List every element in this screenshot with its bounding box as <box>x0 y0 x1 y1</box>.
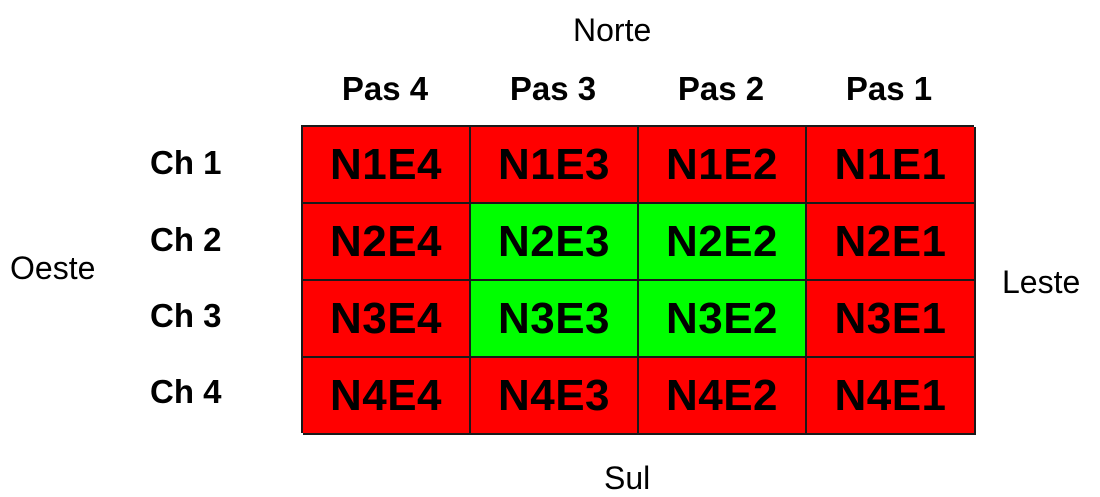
row-header-ch-3: Ch 3 <box>150 297 222 334</box>
direction-north-label: Norte <box>573 12 652 48</box>
column-header-pas-1: Pas 1 <box>845 70 933 107</box>
grid-cell-n1e1: N1E1 <box>807 127 976 204</box>
grid-cell-n3e1: N3E1 <box>807 281 976 358</box>
grid-cell-n1e3: N1E3 <box>471 127 639 204</box>
grid-cell-n1e4: N1E4 <box>303 127 471 204</box>
column-header-pas-2: Pas 2 <box>677 70 765 107</box>
grid-cell-n4e3: N4E3 <box>471 358 639 435</box>
grid <box>301 125 974 433</box>
column-header-pas-3: Pas 3 <box>509 70 597 107</box>
grid-cell-n2e4: N2E4 <box>303 204 471 281</box>
direction-east-label: Leste <box>1002 264 1081 300</box>
grid-cell-n2e3: N2E3 <box>471 204 639 281</box>
row-header-ch-4: Ch 4 <box>150 373 222 410</box>
direction-south-label: Sul <box>604 460 651 496</box>
grid-cell-n1e2: N1E2 <box>639 127 807 204</box>
grid-cell-n2e2: N2E2 <box>639 204 807 281</box>
grid-cell-n4e2: N4E2 <box>639 358 807 435</box>
grid-cell-n4e4: N4E4 <box>303 358 471 435</box>
row-header-ch-1: Ch 1 <box>150 144 222 181</box>
grid-cell-n3e2: N3E2 <box>639 281 807 358</box>
grid-cell-n3e4: N3E4 <box>303 281 471 358</box>
grid-cell-n4e1: N4E1 <box>807 358 976 435</box>
grid-cell-n2e1: N2E1 <box>807 204 976 281</box>
row-header-ch-2: Ch 2 <box>150 221 222 258</box>
direction-west-label: Oeste <box>10 250 96 286</box>
column-header-pas-4: Pas 4 <box>341 70 429 107</box>
grid-cell-n3e3: N3E3 <box>471 281 639 358</box>
